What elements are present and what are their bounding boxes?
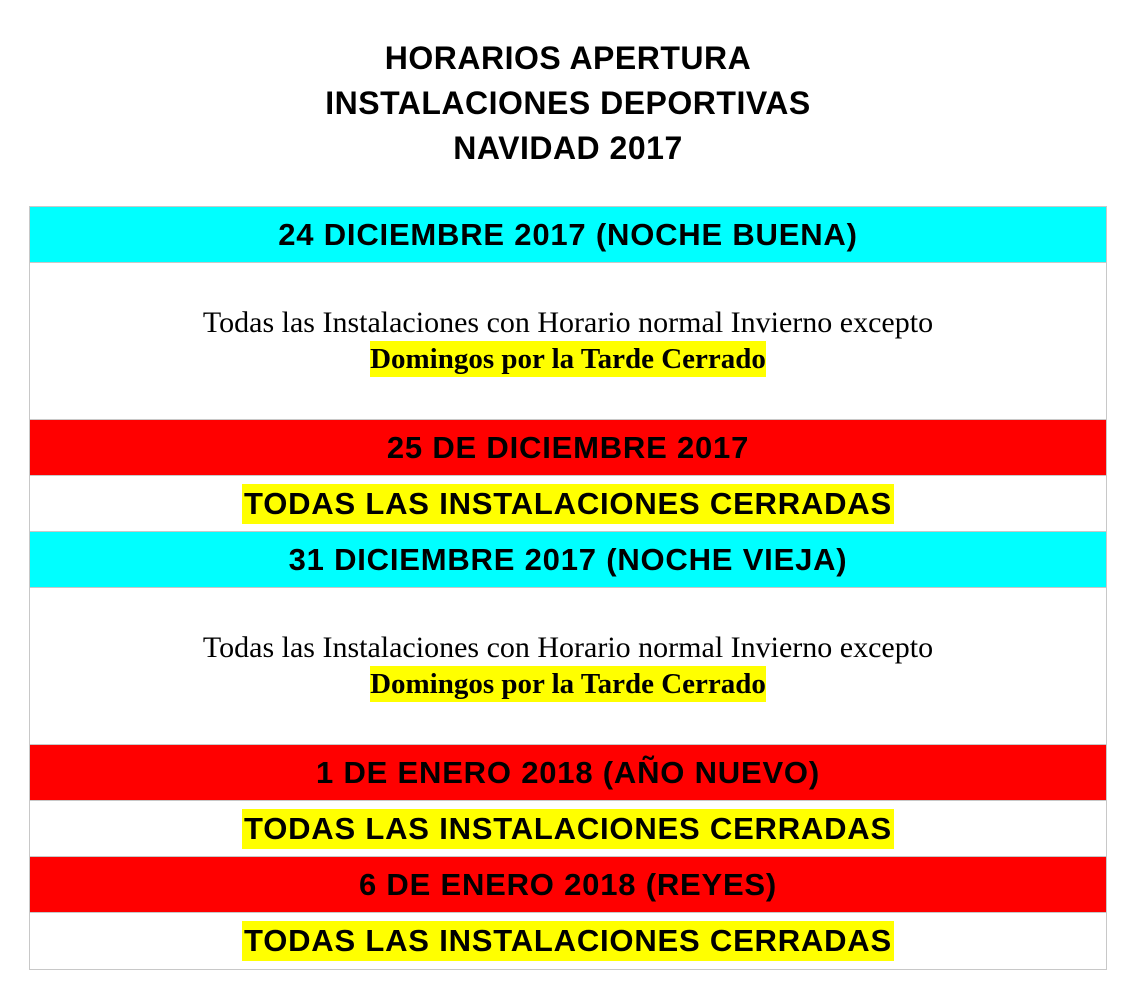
title-line-2: INSTALACIONES DEPORTIVAS	[325, 85, 811, 121]
date-header-ano-nuevo	[30, 745, 1106, 801]
schedule-details-nochevieja	[30, 588, 1106, 745]
schedule-details-nochebuena	[30, 263, 1106, 420]
closed-status-label: TODAS LAS INSTALACIONES CERRADAS	[242, 484, 894, 524]
date-header-reyes	[30, 857, 1106, 913]
date-header-nochebuena	[30, 207, 1106, 263]
date-header-label: 1 DE ENERO 2018 (AÑO NUEVO)	[316, 754, 820, 790]
date-header-label: 31 DICIEMBRE 2017 (NOCHE VIEJA)	[288, 541, 848, 577]
closed-status-navidad	[30, 476, 1106, 532]
schedule-note: Todas las Instalaciones con Horario normal Invierno excepto	[202, 631, 934, 664]
schedule-exception: Domingos por la Tarde Cerrado	[370, 343, 766, 375]
schedule-table	[29, 206, 1107, 970]
date-header-label: 6 DE ENERO 2018 (REYES)	[358, 866, 778, 902]
closed-status-label: TODAS LAS INSTALACIONES CERRADAS	[242, 921, 894, 961]
closed-status-reyes	[30, 913, 1106, 969]
date-header-label: 24 DICIEMBRE 2017 (NOCHE BUENA)	[278, 216, 858, 252]
date-header-label: 25 DE DICIEMBRE 2017	[386, 429, 750, 465]
date-header-nochevieja	[30, 532, 1106, 588]
closed-status-label: TODAS LAS INSTALACIONES CERRADAS	[242, 809, 894, 849]
closed-status-ano-nuevo	[30, 801, 1106, 857]
schedule-note: Todas las Instalaciones con Horario normal Invierno excepto	[202, 306, 934, 339]
title-line-3: NAVIDAD 2017	[453, 130, 683, 166]
date-header-navidad	[30, 420, 1106, 476]
document-title	[0, 36, 1130, 171]
title-line-1: HORARIOS APERTURA	[384, 40, 752, 76]
schedule-exception: Domingos por la Tarde Cerrado	[370, 668, 766, 700]
